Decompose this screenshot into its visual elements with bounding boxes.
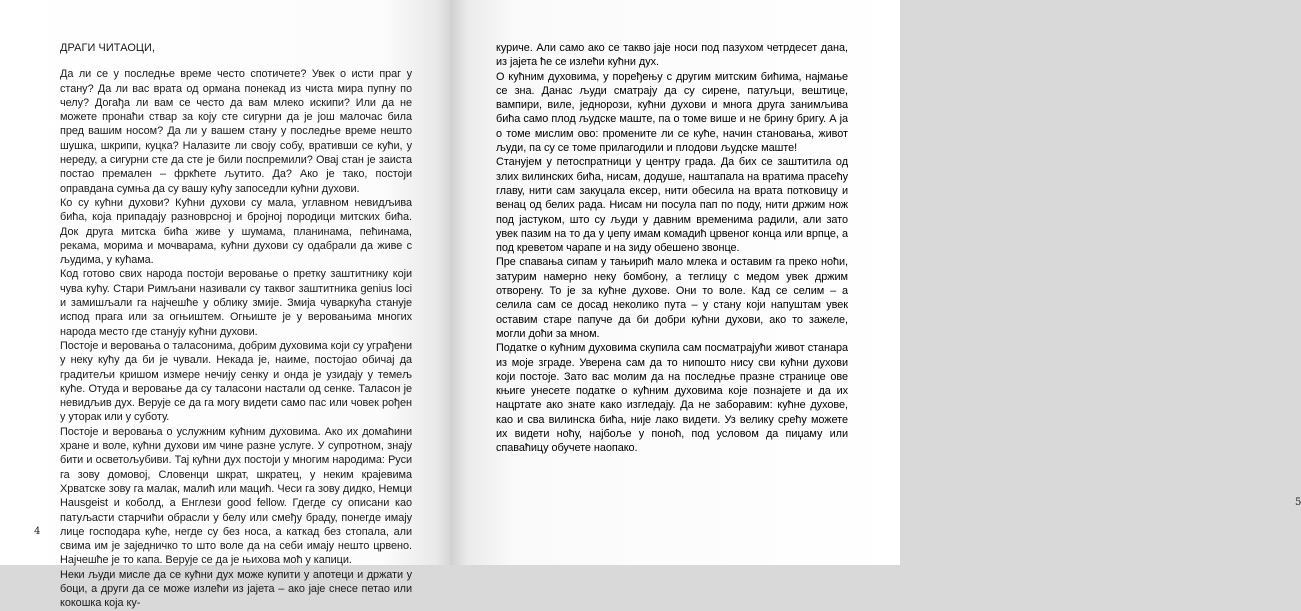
paragraph: Код готово свих народа постоји веровање о претку заштитнику који чува кућу. Стари Римљани називали су таквог заштитника genius loci и замишљали га најчешће у облику змије. Змија чуваркућа станује испод прага или за огњиштем. Огњиште је у веровањима многих народа место где станују кућни духови. — [60, 268, 412, 338]
paragraph: Станујем у петоспратници у центру града. Да бих се заштитила од злих вилинских бића, нисам, додуше, наштапала на вратима прасећу главу, нити сам закуцала ексер, нити обесила на врата потковицу и венац од белих рада. Нисам ни посула пап по поду, нити држим нож под јастуком, што су људи у давним временима радили, али зато увек пазим на то да у џепу имам комадић црвеног конца или врпце, а под креветом чарапе и на зиду обешено звонце. — [496, 156, 848, 255]
paragraph: О кућним духовима, у поређењу с другим митским бићима, најмање се зна. Данас људи сматрају да су сирене, патуљци, вештице, вампири, виле, једнорози, кућни духови и многа друга занимљива бића само плод људске маште, па о томе више и не брину бригу. А ја о томе мислим ово: промените ли се куће, начин становања, живот људи, па су се томе прилагодили и плодови људске маште! — [496, 70, 848, 155]
paragraph: Ко су кућни духови? Кућни духови су мала, углавном невидљива бића, која припадају разноврсној и бројној породици митских бића. Док друга митска бића живе у шумама, планинама, пећинама, рекама, морима и мочварама, кућни духови су одабрали да живе с људима, у кућама. — [60, 196, 412, 267]
page-heading: ДРАГИ ЧИТАОЦИ, — [60, 42, 156, 54]
paragraph: куриче. Али само ако се такво јаје носи под пазухом четрдесет дана, из јајета ће се излећи кућни дух. — [496, 42, 848, 69]
paragraph: Податке о кућним духовима скупила сам посматрајући живот станара из моје зграде. Уверена сам да то нипошто нису сви кућни духови који постоје. Зато вас молим да на последње празне странице ове књиге унесете податке о кућним духовима које познајете и да их нацртате ако знате како изгледају. Да не заборавим: кућне духове, као и сва вилинска бића, није лако видети. Уз велику срећу можете их видети ноћу, најбоље у поноћ, под условом да пиџаму или спаваћицу обучете наопако. — [496, 342, 848, 455]
paragraph: Неки људи мисле да се кућни дух може купити у апотеци и држати у боци, а други да се може излећи из јајета – ако јаје снесе петао или кокошка која ку- — [60, 568, 412, 610]
page-number-right: 5 — [1295, 497, 1301, 508]
paragraph: Постоје и веровања о услужним кућним духовима. Ако их домаћини хране и воле, кућни духови им чине разне услуге. У супротном, знају бити и осветољубиви. Тај кућни дух постоји у многим народима: Руси га зову домовој, Словенци шкрат, шкратец, у неким крајевима Хрватске зову га малак, малић или мацић. Чеси га зову дидко, Немци Hausgeist и коболд, а Енглези good fellow. Гдегде су описани као патуљасти старчићи обрасли у белу или смеђу браду, понегде имају лице господара куће, негде су без носа, а каткад без стопала, али свима им је заједничко то што воле да на себи имају нешто црвено. Најчешће је то капа. Верује се да је њихова моћ у капици. — [60, 425, 412, 567]
left-page — [0, 0, 450, 610]
paragraph: Постоје и веровања о таласонима, добрим духовима који су уграђени у неку кућу да би је чували. Некада је, наиме, постојао обичај да градитељи кришом измере нечију сенку и онда је узидају у темељ куће. Отуда и веровање да су таласони настали од сенке. Таласон је невидљив дух. Верује се да га могу видети само пас или човек рођен у уторак или у суботу. — [60, 339, 412, 424]
page-number-left: 4 — [34, 526, 41, 537]
paragraph: Пре спавања сипам у тањирић мало млека и оставим га преко ноћи, затурим намерно неку бомбону, а теглицу с медом увек држим отворену. То је за кућне духове. Они то воле. Кад се селим – а селила сам се досад неколико пута – у стану који напуштам увек оставим старе папуче да би добри кућни духови, ако то зажеле, могли доћи за мном. — [496, 256, 848, 340]
paragraph: Да ли се у последње време често спотичете? Увек о исти праг у стану? Да ли вас врата од ормана понекад из чиста мира пупну по челу? Догађа ли вам се често да вам млеко искипи? Или да не можете пронаћи ствар за коју сте сигурни да је још малочас била пред вашим носом? Да ли у вашем стану у последње време нешто шушка, шкрипи, куцка? Налазите ли своју собу, вративши се кући, у нереду, а сигурни сте да сте је били поспремили? Овај стан је заиста постао премален – фркћете љутито. Да? Ако је тако, постоји оправдана сумња да су вашу кућу запоседли кућни духови. — [60, 68, 412, 195]
right-page-text — [496, 41, 848, 456]
left-page-text — [60, 41, 412, 611]
